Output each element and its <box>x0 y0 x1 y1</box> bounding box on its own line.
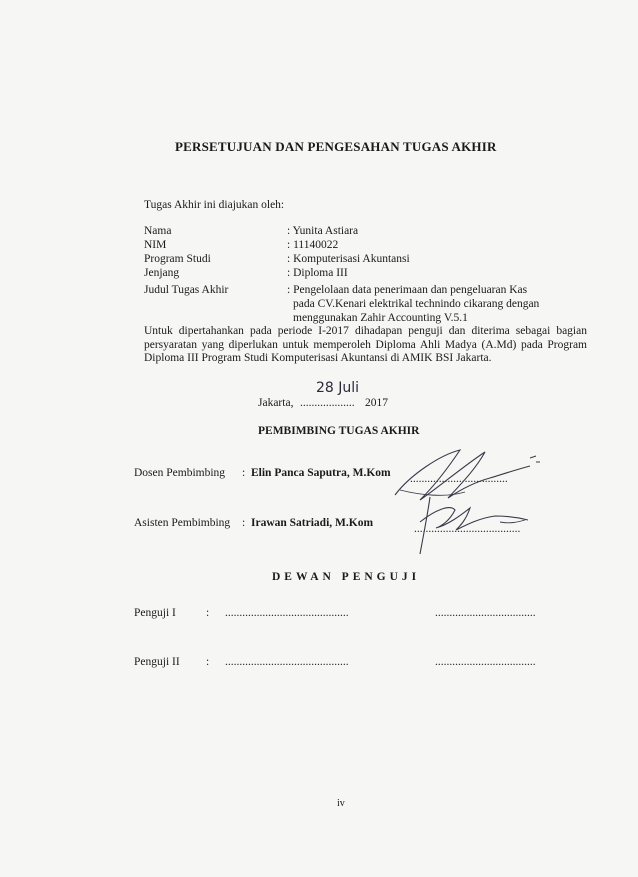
field-value-nama: : Yunita Astiara <box>287 225 359 237</box>
dosen-colon: : <box>242 467 246 479</box>
dewan-penguji-heading: DEWAN PENGUJI <box>272 571 421 583</box>
dosen-signature-line: .................................. <box>410 473 508 485</box>
penguji-2-colon: : <box>206 656 210 668</box>
page-number: iv <box>337 798 345 809</box>
penguji-1-label: Penguji I <box>134 607 176 619</box>
field-value-jenjang: : Diploma III <box>287 267 348 279</box>
intro-text: Tugas Akhir ini diajukan oleh: <box>144 199 285 211</box>
asisten-signature-line: ..................................... <box>414 523 521 535</box>
penguji-1-signature-line: ................................... <box>435 607 536 619</box>
field-value-judul: : Pengelolaan data penerimaan dan pengeluaran Kas <box>287 284 528 296</box>
date-year: 2017 <box>365 397 388 409</box>
penguji-1-colon: : <box>206 607 210 619</box>
date-prefix: Jakarta, <box>258 397 294 409</box>
dosen-name: Elin Panca Saputra, M.Kom <box>251 467 391 479</box>
field-value-nim: : 11140022 <box>287 239 339 251</box>
asisten-label: Asisten Pembimbing <box>134 517 231 529</box>
dosen-label: Dosen Pembimbing <box>134 467 226 479</box>
handwritten-date: 28 Juli <box>316 380 360 396</box>
field-label-judul: Judul Tugas Akhir <box>144 284 229 296</box>
approval-paragraph: Untuk dipertahankan pada periode I-2017 dihadapan penguji dan diterima sebagai bagian persyaratan yang diperlukan untuk memperoleh Diploma Ahli Madya (A.Md) pada Program Diploma III Program Studi Komputerisasi Akuntansi di AMIK BSI Jakarta. <box>144 325 587 364</box>
page-title: PERSETUJUAN DAN PENGESAHAN TUGAS AKHIR <box>175 139 497 154</box>
penguji-1-name-line: ........................................... <box>225 607 349 619</box>
field-label-nim: NIM <box>144 239 167 251</box>
asisten-colon: : <box>242 517 246 529</box>
date-dots: ................... <box>300 397 355 409</box>
penguji-2-name-line: ........................................... <box>225 656 349 668</box>
field-label-jenjang: Jenjang <box>144 267 180 279</box>
judul-continuation-1: pada CV.Kenari elektrikal technindo cikarang dengan <box>293 298 540 310</box>
penguji-2-signature-line: ................................... <box>435 656 536 668</box>
penguji-2-label: Penguji II <box>134 656 180 668</box>
field-value-program-studi: : Komputerisasi Akuntansi <box>287 253 410 265</box>
pembimbing-heading: PEMBIMBING TUGAS AKHIR <box>258 425 420 437</box>
field-label-nama: Nama <box>144 225 172 237</box>
field-label-program-studi: Program Studi <box>144 253 211 265</box>
asisten-signature-scribble <box>400 492 540 562</box>
asisten-name: Irawan Satriadi, M.Kom <box>251 517 374 529</box>
judul-continuation-2: menggunakan Zahir Accounting V.5.1 <box>293 312 468 324</box>
